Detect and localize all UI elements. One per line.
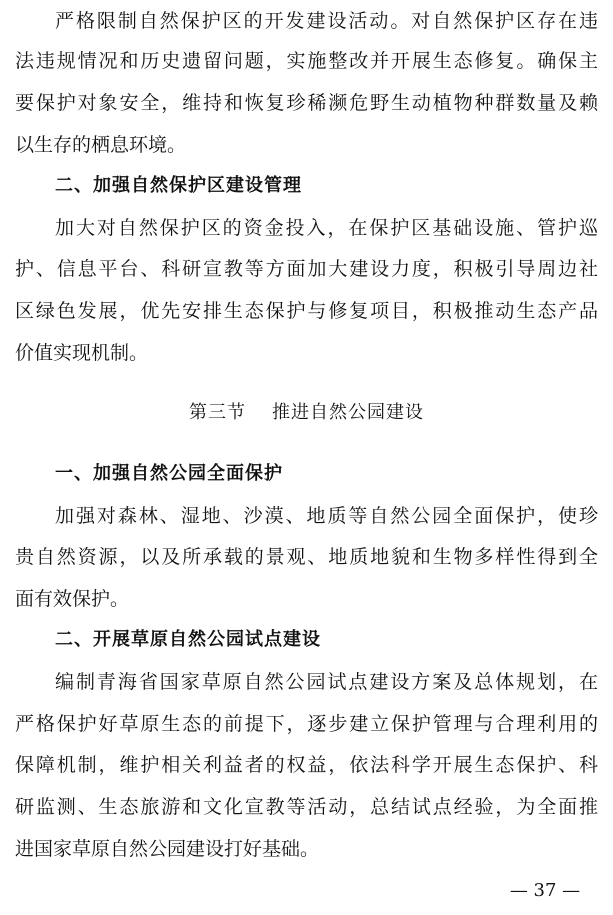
paragraph-4-line-5: 进国家草原自然公园建设打好基础。 bbox=[15, 838, 320, 860]
section-title bbox=[0, 401, 613, 425]
subheading-strengthen-park-protection: 一、加强自然公园全面保护 bbox=[55, 463, 283, 484]
paragraph-1-line-1: 严格限制自然保护区的开发建设活动。对自然保护区存在违 bbox=[55, 10, 598, 32]
paragraph-4-line-3: 保障机制，维护相关利益者的权益，依法科学开展生态保护、科 bbox=[15, 754, 598, 776]
paragraph-2-line-1: 加大对自然保护区的资金投入，在保护区基础设施、管护巡 bbox=[55, 217, 598, 239]
paragraph-3-line-3: 面有效保护。 bbox=[15, 588, 130, 610]
subheading-grassland-park-pilot: 二、开展草原自然公园试点建设 bbox=[55, 629, 321, 650]
paragraph-1-line-4: 以生存的栖息环境。 bbox=[15, 134, 187, 156]
subheading-strengthen-reserve-management: 二、加强自然保护区建设管理 bbox=[55, 175, 302, 196]
paragraph-2-line-2: 护、信息平台、科研宣教等方面加大建设力度，积极引导周边社 bbox=[15, 258, 598, 280]
paragraph-4-line-2: 严格保护好草原生态的前提下，逐步建立保护管理与合理利用的 bbox=[15, 713, 598, 735]
section-title-text: 推进自然公园建设 bbox=[272, 402, 424, 423]
paragraph-3-line-1: 加强对森林、湿地、沙漠、地质等自然公园全面保护，使珍 bbox=[55, 505, 598, 527]
paragraph-4-line-1: 编制青海省国家草原自然公园试点建设方案及总体规划，在 bbox=[55, 671, 598, 693]
paragraph-3-line-2: 贵自然资源，以及所承载的景观、地质地貌和生物多样性得到全 bbox=[15, 546, 598, 568]
paragraph-2-line-4: 价值实现机制。 bbox=[15, 342, 149, 364]
paragraph-1-line-3: 要保护对象安全，维持和恢复珍稀濒危野生动植物种群数量及赖 bbox=[15, 92, 598, 114]
page-number: — 37 — bbox=[509, 880, 581, 901]
paragraph-1-line-2: 法违规情况和历史遗留问题，实施整改并开展生态修复。确保主 bbox=[15, 50, 598, 72]
paragraph-4-line-4: 研监测、生态旅游和文化宣教等活动，总结试点经验，为全面推 bbox=[15, 796, 598, 818]
paragraph-2-line-3: 区绿色发展，优先安排生态保护与修复项目，积极推动生态产品 bbox=[15, 300, 598, 322]
section-number: 第三节 bbox=[189, 402, 246, 423]
